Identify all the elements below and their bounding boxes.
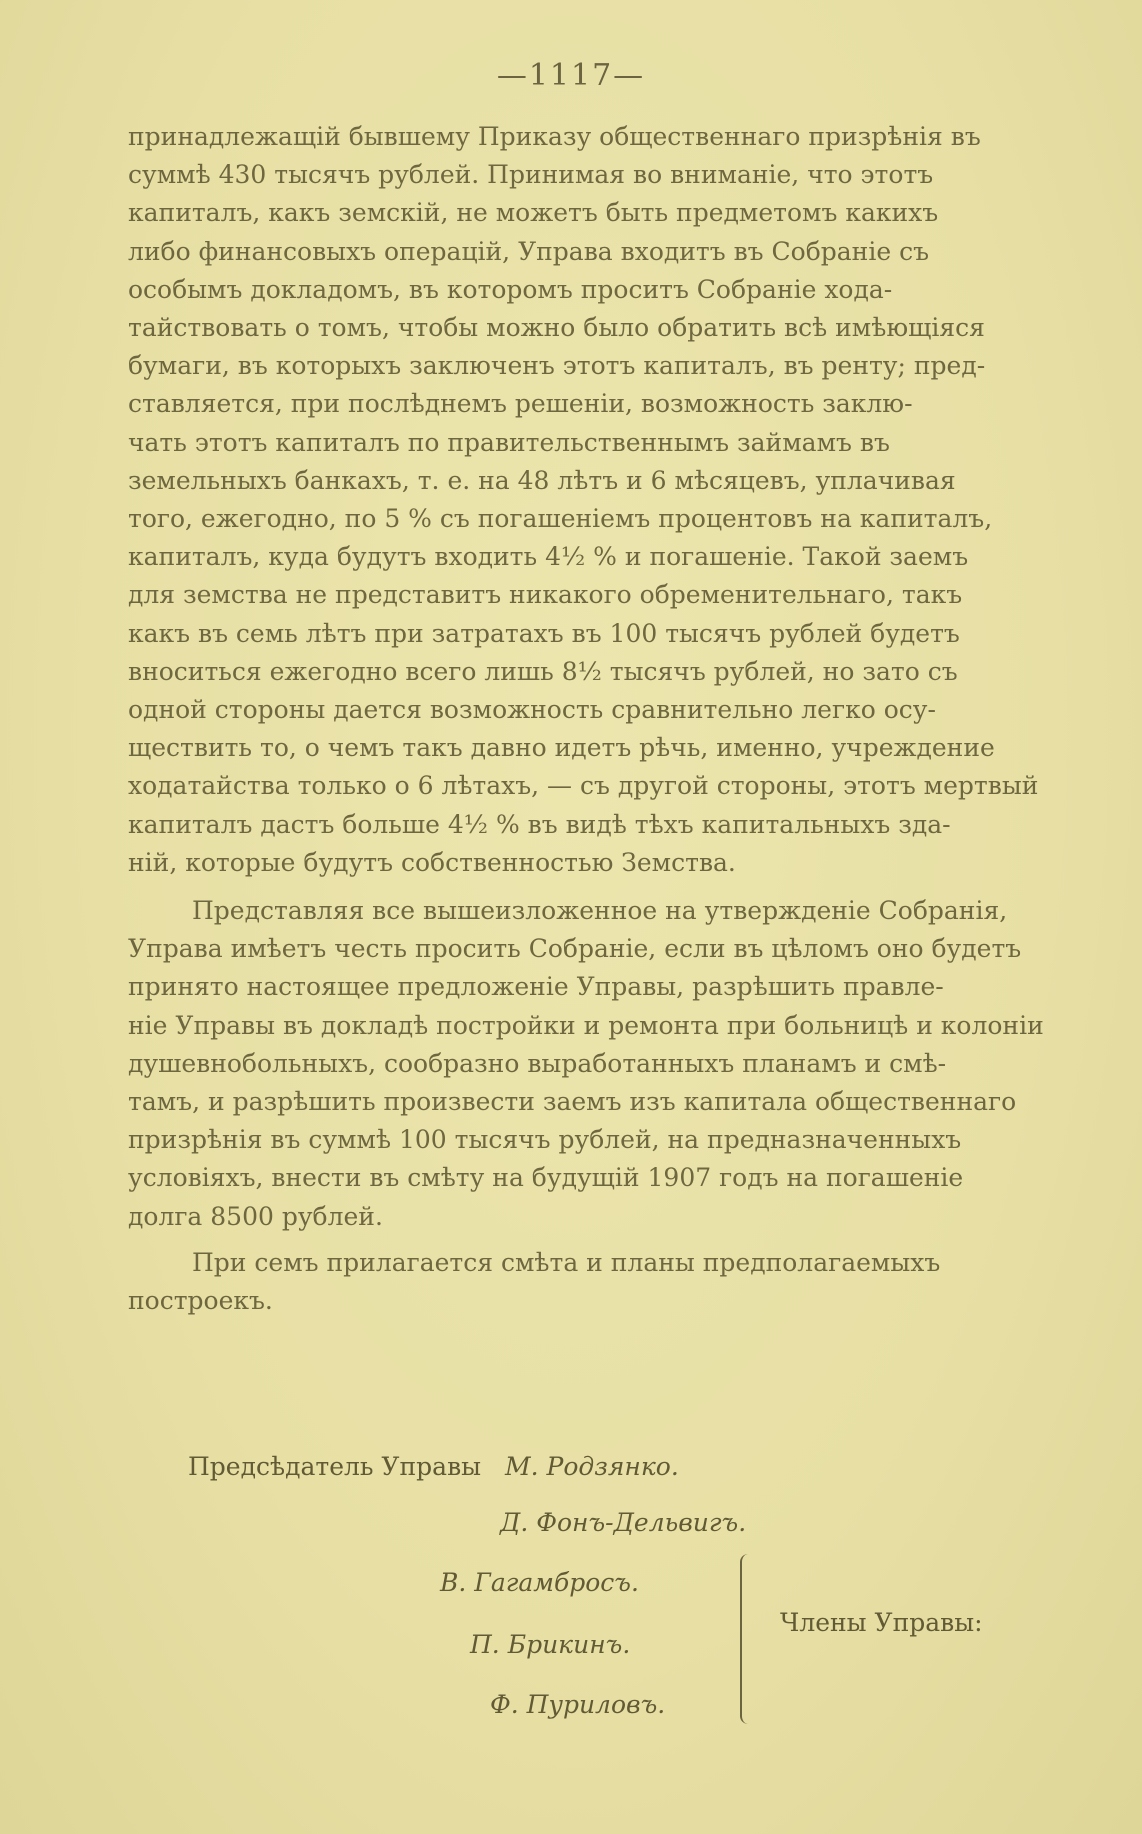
text-line: построекъ.: [128, 1286, 273, 1316]
brace-divider: [740, 1554, 756, 1724]
text-line: одной стороны дается возможность сравнительно легко осу-: [128, 695, 936, 725]
member-name: Д. Фонъ-Дельвигъ.: [500, 1508, 747, 1537]
text-line: вноситься ежегодно всего лишь 8½ тысячъ рублей, но зато съ: [128, 656, 958, 686]
member-name: П. Брикинъ.: [470, 1630, 631, 1659]
text-line: ніе Управы въ докладѣ постройки и ремонта при больницѣ и колоніи: [128, 1010, 1044, 1040]
text-line: тайствовать о томъ, чтобы можно было обратить всѣ имѣющіяся: [128, 313, 985, 343]
text-line: того, ежегодно, по 5 % съ погашеніемъ процентовъ на капиталъ,: [128, 504, 993, 534]
chair-name: М. Родзянко.: [505, 1452, 679, 1481]
text-line: душевнобольныхъ, сообразно выработанныхъ планамъ и смѣ-: [128, 1048, 947, 1078]
paragraph-1: [128, 118, 1078, 882]
text-line: либо финансовыхъ операцій, Управа входитъ въ Собраніе съ: [128, 236, 929, 266]
text-line: ходатайства только о 6 лѣтахъ, — съ другой стороны, этотъ мертвый: [128, 771, 1039, 801]
text-line: условіяхъ, внести въ смѣту на будущій 1907 годъ на погашеніе: [128, 1163, 964, 1193]
text-line: для земства не представитъ никакого обременительнаго, такъ: [128, 580, 963, 610]
chair-title: Предсѣдатель Управы: [188, 1452, 482, 1481]
text-line: долга 8500 рублей.: [128, 1201, 383, 1231]
text-line: Управа имѣетъ честь просить Собраніе, если въ цѣломъ оно будетъ: [128, 934, 1022, 964]
text-line: ществить то, о чемъ такъ давно идетъ рѣчь, именно, учреждение: [128, 733, 995, 763]
text-line: ній, которые будутъ собственностью Земства.: [128, 847, 736, 877]
text-line: чать этотъ капиталъ по правительственнымъ займамъ въ: [128, 427, 890, 457]
paragraph-2: [128, 892, 1078, 1320]
text-line: тамъ, и разрѣшить произвести заемъ изъ капитала общественнаго: [128, 1087, 1017, 1117]
text-line: призрѣнія въ суммѣ 100 тысячъ рублей, на предназначенныхъ: [128, 1125, 962, 1155]
text-line: принято настоящее предложеніе Управы, разрѣшить правле-: [128, 972, 944, 1002]
text-line: Представляя все вышеизложенное на утвержденіе Собранія,: [192, 896, 1008, 926]
text-line: капиталъ дастъ больше 4½ % въ видѣ тѣхъ капитальныхъ зда-: [128, 809, 951, 839]
page-number: —1117—: [496, 58, 646, 93]
members-label: Члены Управы:: [780, 1608, 983, 1637]
signature-block: [160, 1448, 1060, 1724]
text-line: ставляется, при послѣднемъ решеніи, возможность заклю-: [128, 389, 913, 419]
text-line: земельныхъ банкахъ, т. е. на 48 лѣтъ и 6 мѣсяцевъ, уплачивая: [128, 465, 956, 495]
body-text: [128, 118, 1078, 1320]
member-name: Ф. Пуриловъ.: [490, 1690, 666, 1719]
members-signatures: [340, 1504, 1060, 1724]
text-line: бумаги, въ которыхъ заключенъ этотъ капиталъ, въ ренту; пред-: [128, 351, 986, 381]
text-line: принадлежащій бывшему Приказу общественнаго призрѣнія въ: [128, 122, 981, 151]
text-line: капиталъ, какъ земскій, не можетъ быть предметомъ какихъ: [128, 198, 939, 228]
member-name: В. Гагамбросъ.: [440, 1568, 639, 1597]
text-line: При семъ прилагается смѣта и планы предполагаемыхъ: [192, 1247, 941, 1277]
text-line: капиталъ, куда будутъ входить 4½ % и погашеніе. Такой заемъ: [128, 542, 969, 572]
text-line: особымъ докладомъ, въ которомъ проситъ Собраніе хода-: [128, 274, 893, 304]
text-line: какъ въ семь лѣтъ при затратахъ въ 100 тысячъ рублей будетъ: [128, 618, 960, 648]
text-line: суммѣ 430 тысячъ рублей. Принимая во вниманіе, что этотъ: [128, 160, 934, 190]
chair-signature: [188, 1448, 1060, 1486]
